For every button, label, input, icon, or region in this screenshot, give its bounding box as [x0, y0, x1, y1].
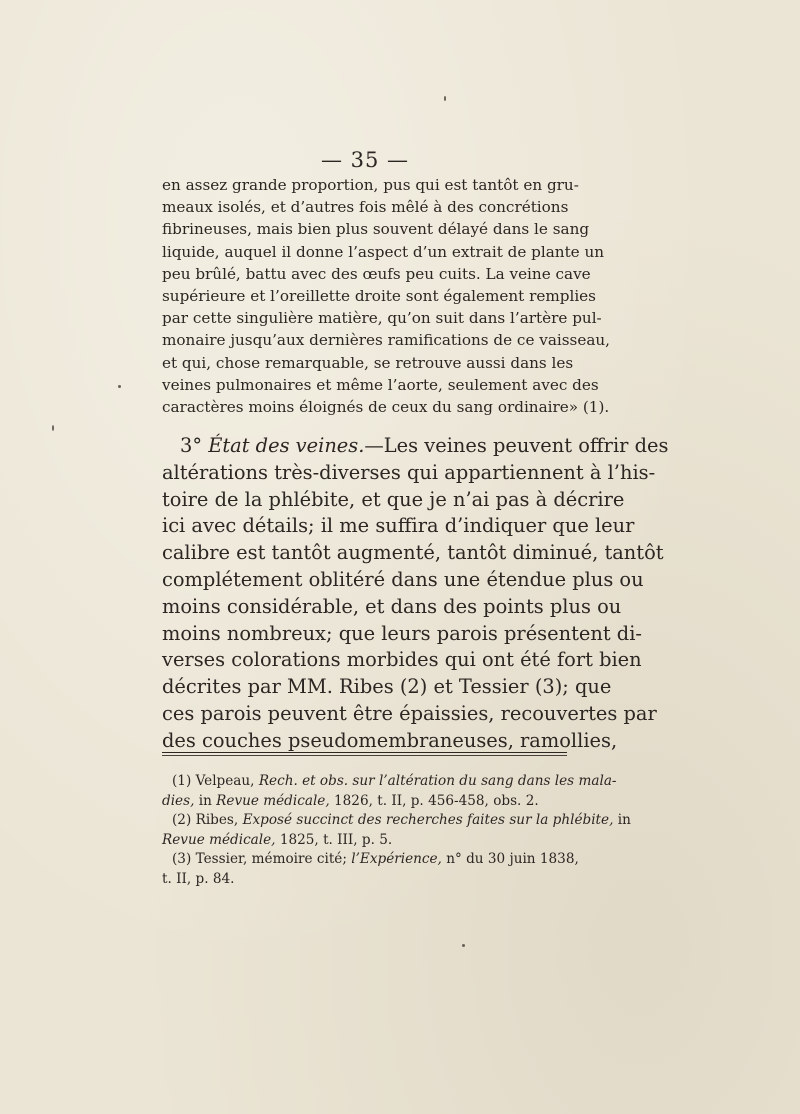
footnote-1-line-1: [162, 772, 617, 792]
section-heading-line: [162, 433, 669, 460]
section-number: 3°: [180, 434, 203, 457]
text-line: des couches pseudomembraneuses, ramollies,: [162, 728, 618, 752]
footnote-marker: (1): [172, 773, 192, 789]
footnote-marker: (3): [172, 851, 192, 867]
footnote-text: in: [617, 812, 631, 828]
footnote-title: Exposé succinct des recherches faites sur la phlébite,: [242, 812, 614, 828]
paper-speck: [444, 96, 446, 101]
footnote-text: Tessier, mémoire cité;: [195, 851, 347, 867]
footnote-journal: l’Expérience,: [351, 851, 442, 867]
text-line: supérieure et l’oreillette droite sont également remplies: [162, 286, 596, 305]
text-line: calibre est tantôt augmenté, tantôt diminué, tantôt: [162, 541, 664, 565]
text-line: meaux isolés, et d’autres fois mêlé à des concrétions: [162, 198, 569, 217]
text-line: ici avec détails; il me suffira d’indiquer que leur: [162, 514, 635, 538]
text-line: altérations très-diverses qui appartiennent à l’his-: [162, 460, 656, 484]
footnote-details: 1825, t. III, p. 5.: [279, 831, 393, 848]
text-line: par cette singulière matière, qu’on suit dans l’artère pul-: [162, 309, 602, 328]
main-paragraph: [162, 433, 669, 755]
text-line: moins nombreux; que leurs parois présentent di-: [162, 621, 642, 645]
section-dash: —: [364, 434, 384, 457]
footnote-journal: Revue médicale,: [162, 831, 276, 848]
text-line: veines pulmonaires et même l’aorte, seulement avec des: [162, 375, 599, 394]
footnote-title: Rech. et obs. sur l’altération du sang dans les mala-: [258, 773, 617, 789]
paper-speck: [462, 944, 465, 947]
text-line: peu brûlé, battu avec des œufs peu cuits. La veine cave: [162, 264, 591, 283]
footnote-author: Ribes,: [195, 812, 239, 828]
text-line: complétement oblitéré dans une étendue plus ou: [162, 567, 644, 591]
paper-speck: [118, 385, 121, 388]
text-fragment: Les veines peuvent offrir des: [383, 434, 669, 457]
text-line: décrites par MM. Ribes (2) et Tessier (3); que: [162, 675, 612, 699]
footnote-details: t. II, p. 84.: [162, 870, 235, 887]
text-line: en assez grande proportion, pus qui est tantôt en gru-: [162, 176, 579, 194]
text-line: caractères moins éloignés de ceux du sang ordinaire» (1).: [162, 397, 610, 416]
text-line: verses colorations morbides qui ont été fort bien: [162, 648, 642, 672]
footnote-divider: [162, 752, 567, 756]
text-line: moins considérable, et dans des points plus ou: [162, 594, 622, 618]
footnote-title: dies,: [162, 792, 195, 809]
footnote-details: n° du 30 juin 1838,: [446, 851, 579, 867]
footnote-1-line-2: [162, 792, 567, 812]
footnote-details: 1826, t. II, p. 456-458, obs. 2.: [334, 792, 539, 809]
text-line: liquide, auquel il donne l’aspect d’un extrait de plante un: [162, 242, 605, 261]
page-number: — 35 —: [320, 148, 410, 172]
footnote-3-line-2: [162, 870, 567, 890]
section-title: État des veines.: [208, 434, 365, 457]
text-line: ces parois peuvent être épaissies, recouvertes par: [162, 701, 657, 725]
paper-speck: [52, 425, 54, 431]
footnote-text: in: [198, 792, 212, 809]
text-line: monaire jusqu’aux dernières ramifications de ce vaisseau,: [162, 331, 610, 350]
footnote-2-line-1: [162, 811, 631, 831]
footnote-marker: (2): [172, 812, 192, 828]
footnotes: [162, 772, 631, 889]
footnote-author: Velpeau,: [195, 773, 255, 789]
text-line: fibrineuses, mais bien plus souvent délayé dans le sang: [162, 220, 590, 239]
footnote-3-line-1: [162, 850, 579, 870]
footnote-2-line-2: [162, 831, 567, 851]
text-line: et qui, chose remarquable, se retrouve aussi dans les: [162, 353, 574, 372]
text-line: toire de la phlébite, et que je n’ai pas à décrire: [162, 487, 625, 511]
quote-paragraph: [162, 174, 610, 418]
footnote-journal: Revue médicale,: [216, 792, 330, 809]
